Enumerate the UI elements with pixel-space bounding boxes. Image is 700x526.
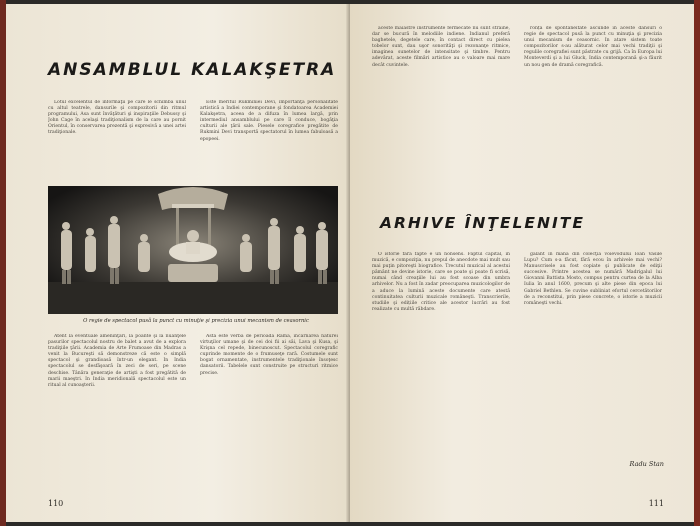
page-number-left: 110 — [48, 499, 64, 508]
body-column-1: Atent la eventuale ameninţări, la poante şi la nuanţele pasurilor spectacolul nostru de balet a avut de a explora tradiţiile ţării. Academia de Arte Frumoase din Madras a venit la Bucureşti să demonstreze că este o simplă spectacol şi grandioasă într-un elegant. In India spectacolul se desfăşoară în zeci de seri, pe scene deschise. Tânăra generaţie de artişti a fost pregătită de marii maeştri. In India meridională spectacolul este un ritual al cunoaşterii. — [48, 334, 186, 388]
intro-column-2: Este meritul Rukminiei Devi, importanţă personalitate artistică a Indiei contemporane şi fondatoarea Academiei Kalakşetra, aceea de a difuza în lumea largă, prin intermediul ansamblului pe care îl conduce, bogăţia culturii ale ţării sale. Piesele coregrafice pregătite de Rukmini Devi transportă spectatorul în lumea fabuloasă a epopeei. — [200, 100, 338, 142]
cover-edge-right — [694, 0, 700, 526]
top-column-1: aceste măiastre instrumente fermecate nu sunt străine, dar se bucură în melodiile indiene. Indianul preferă baghetele, degetele care, în contact direct cu pielea tobelor sunt, dau uşor sonorităţi şi rezonanţe ritmice, imaginea sunetelor de intensitate şi timbre. Pentru adevărat, aceste filmări artistice au o valoare mai mare decât cuvintele. — [372, 26, 510, 68]
intro-column-1: Lotul excelentul de informaţii pe care le schimbă unul cu altul teatrele, dansurile şi compozitorii din ritmul programului, Asa sunt învăţături şi inspiraţiile Debussy şi John Cage în acelaşi tradiţionalism de la care au pornit Orientul, în conservarea prezentă şi expresivă a unei artei tradiţionale. — [48, 100, 186, 136]
right-page — [350, 4, 694, 522]
magazine-spread — [6, 4, 694, 522]
dance-photo — [48, 186, 338, 314]
author-signature: Radu Stan — [629, 460, 664, 468]
photo-caption: O regie de spectacol pusă la punct cu minuţie şi precizia unui mecanism de ceasornic — [83, 318, 309, 324]
top-column-2: ronța de spontaneitate ascunde în aceste dansuri o regie de spectacol pusă la punct cu minuţia şi precizia unui mecanism de ceasornic. In atare sistem toate compozitorilor s-au alăturat celor mai vechi tradiţii şi regulile coregrafiei sunt păstrate cu grijă. Ca în Europa lui Monteverdi şi a lui Gluck, India contemporană şi-a făurit un nou gen de dramă coregrafică. — [524, 26, 662, 68]
article-title-arhive: ARHIVE ÎNŢELENITE — [380, 214, 585, 232]
left-page — [6, 4, 350, 522]
article-title-kalaksetra: ANSAMBLUL KALAKŞETRA — [48, 60, 337, 80]
article-column-2: galant în mâna din colecţia voievodului Ioan Vasile Lupu? Cum s-a făcut, fără ecou în arhivele mai vechi? Manuscrisele au fost copiate şi publicate de ediţii succesive. Printre acestea se numără Madrigalul lui Giovanni Battista Mosto, compus pentru curtea de la Alba Iulia în anul 1600, precum şi alte piese din epoca lui Gabriel Bethlen. Se cuvine subliniat efortul cercetătorilor de a reconstitui, prin piese concrete, o istorie a muzicii româneşti vechi. — [524, 252, 662, 306]
page-number-right: 111 — [648, 499, 664, 508]
body-column-2: Asta este verba de perioadă Rama, încarnarea naturei virtuţilor umane şi de cei doi fii ai săi, Lava şi Kusa, şi Krişna cel repede, binecunoscut. Spectacolul coregrafic cuprinde momente de o frumuseţe rară. Costumele sunt bogat ornamentate, instrumentele tradiţionale însoţesc dansatorii. Tabelele sunt construite pe structuri ritmice precise. — [200, 334, 338, 376]
article-column-1: O istorie fără fapte e un nonsens. Faptul capital, în muzică, e compoziţia, nu prepul de anecdote mai mult sau mai puţin pitoreşti biografice. Trecutul muzical al acestui pământ ne devine istorie, care se poate şi poate fi scrisă, numai când creaţiile lui au fost scoase din umbra arhivelor. Nu a fost în zadar preocuparea muzicologilor de a aduce la lumină aceste documente care atestă continuitatea culturii muzicale româneşti. Transcrierile, studiile şi edițiile critice ale acestor lucrări au fost realizate cu multă răbdare. — [372, 252, 510, 312]
dance-photo-illustration — [48, 186, 338, 314]
